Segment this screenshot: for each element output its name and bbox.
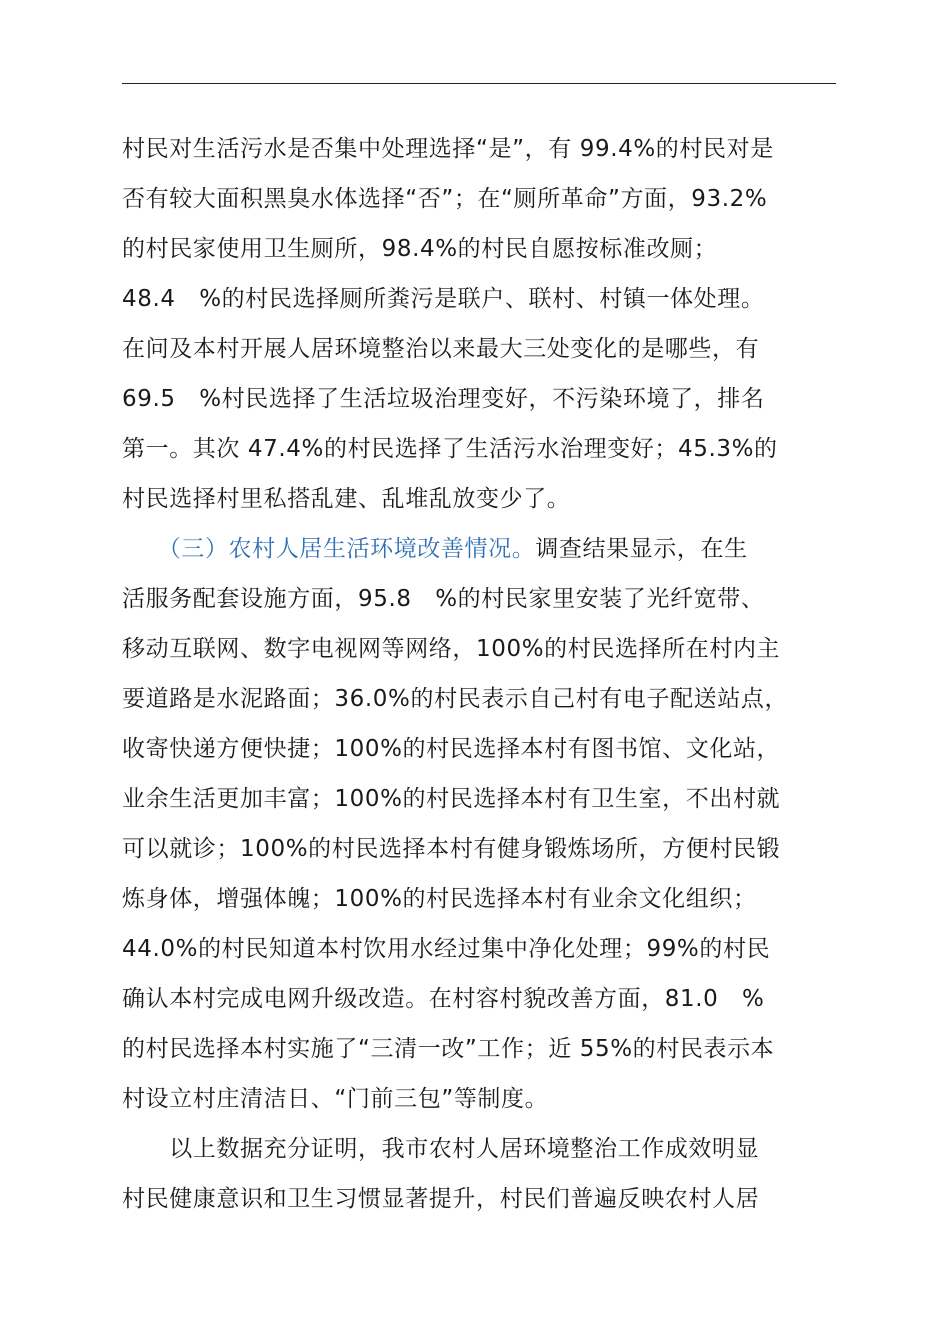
- paragraph-line: 炼身体，增强体魄；100%的村民选择本村有业余文化组织；: [122, 886, 757, 912]
- paragraph-line: 移动互联网、数字电视网等网络，100%的村民选择所在村内主: [122, 636, 781, 662]
- section-heading: （三）农村人居生活环境改善情况。: [169, 536, 536, 562]
- paragraph-line: 第一。其次 47.4%的村民选择了生活污水治理变好；45.3%的: [122, 436, 778, 462]
- paragraph-line: 村民健康意识和卫生习惯显著提升，村民们普遍反映农村人居: [122, 1186, 760, 1212]
- paragraph-line: 确认本村完成电网升级改造。在村容村貌改善方面，81.0 %: [122, 986, 765, 1012]
- paragraph-line: 要道路是水泥路面；36.0%的村民表示自己村有电子配送站点，: [122, 686, 789, 712]
- body-text: [122, 124, 872, 1224]
- paragraph-line: 收寄快递方便快捷；100%的村民选择本村有图书馆、文化站，: [122, 736, 781, 762]
- paragraph-line: 44.0%的村民知道本村饮用水经过集中净化处理；99%的村民: [122, 936, 771, 962]
- paragraph-line: 的村民家使用卫生厕所，98.4%的村民自愿按标准改厕；: [122, 236, 718, 262]
- paragraph-line: 村民选择村里私搭乱建、乱堆乱放变少了。: [122, 486, 571, 512]
- paragraph-line: 48.4 %的村民选择厕所粪污是联户、联村、村镇一体处理。: [122, 286, 765, 312]
- paragraph-line: 村民对生活污水是否集中处理选择“是”，有 99.4%的村民对是: [122, 136, 774, 162]
- paragraph-line: 活服务配套设施方面，95.8 %的村民家里安装了光纤宽带、: [122, 586, 765, 612]
- paragraph-line: 否有较大面积黑臭水体选择“否”；在“厕所革命”方面，93.2%: [122, 186, 768, 212]
- paragraph-line: 村设立村庄清洁日、“门前三包”等制度。: [122, 1086, 549, 1112]
- paragraph-line: 业余生活更加丰富；100%的村民选择本村有卫生室，不出村就: [122, 786, 781, 812]
- paragraph-line: 以上数据充分证明，我市农村人居环境整治工作成效明显: [122, 1136, 760, 1162]
- paragraph-line: 的村民选择本村实施了“三清一改”工作；近 55%的村民表示本: [122, 1036, 775, 1062]
- paragraph-line-text: 调查结果显示，在生: [535, 536, 748, 562]
- paragraph-line: 可以就诊；100%的村民选择本村有健身锻炼场所，方便村民锻: [122, 836, 781, 862]
- paragraph-line: 69.5 %村民选择了生活垃圾治理变好，不污染环境了，排名: [122, 386, 765, 412]
- header-rule: [122, 83, 836, 84]
- paragraph-line: 在问及本村开展人居环境整治以来最大三处变化的是哪些，有: [122, 336, 760, 362]
- paragraph-first-line: [122, 524, 872, 574]
